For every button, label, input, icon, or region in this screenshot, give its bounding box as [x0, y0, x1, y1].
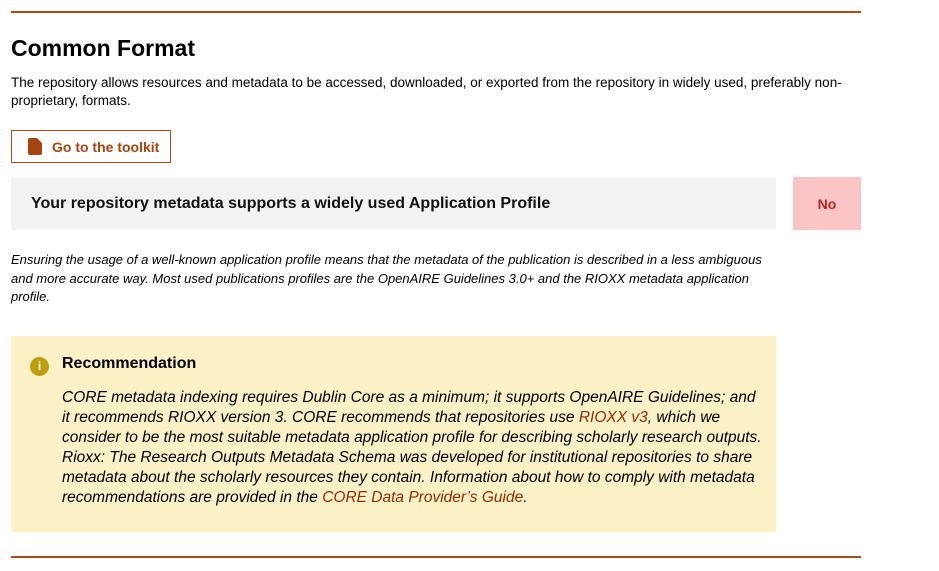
answer-badge: No [793, 177, 861, 230]
rec-text-2: , which we consider to be the most suitable metadata application profile for describing scholarly research outputs. Rioxx: The Research Outputs Metadata Schema was developed for institutional repositories to share metadata about the scholarly resources they contain. Information about how to comply with metadata recommendations are provided in the [62, 409, 762, 506]
data-provider-guide-link[interactable]: CORE Data Provider’s Guide [322, 489, 524, 506]
recommendation-box [11, 336, 776, 532]
rec-text-1: CORE metadata indexing requires Dublin Core as a minimum; it supports OpenAIRE Guidelines; and it recommends RIOXX version 3. CORE recommends that repositories use [62, 389, 756, 426]
rioxx-link[interactable]: RIOXX v3 [578, 409, 648, 426]
section-title: Common Format [11, 35, 195, 61]
toolkit-button-label: Go to the toolkit [52, 138, 160, 155]
question-row [11, 177, 776, 230]
top-divider [11, 11, 861, 13]
recommendation-text [62, 388, 762, 508]
question-explanation: Ensuring the usage of a well-known application profile means that the metadata of the publication is described in a less ambiguous and more accurate way. Most used publications profiles are the OpenAIRE Guidelines 3.0+ and the RIOXX metadata application profile. [11, 252, 762, 304]
info-icon: i [30, 357, 49, 376]
bottom-divider [11, 556, 861, 558]
file-icon [28, 138, 42, 155]
recommendation-title: Recommendation [62, 355, 197, 372]
rec-text-3: . [523, 489, 528, 506]
go-to-toolkit-button[interactable] [11, 130, 171, 163]
section-description: The repository allows resources and metadata to be accessed, downloaded, or exported from the repository in widely used, preferably non-proprietary, formats. [11, 75, 842, 108]
question-text: Your repository metadata supports a widely used Application Profile [31, 194, 551, 212]
